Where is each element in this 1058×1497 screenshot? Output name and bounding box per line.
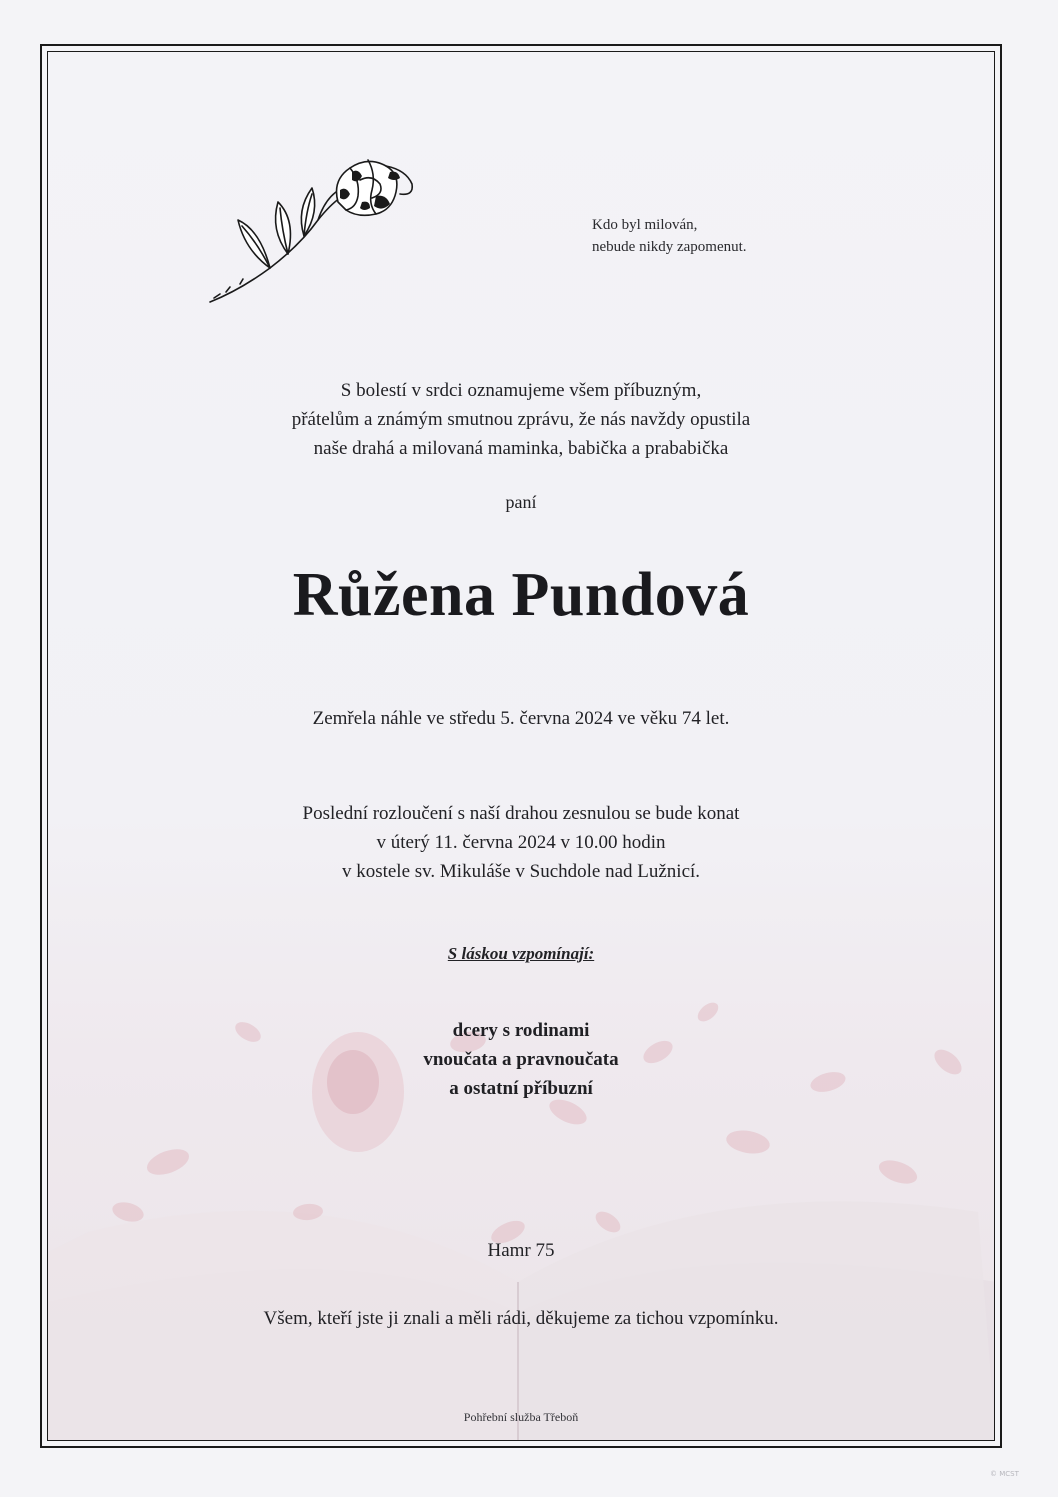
motto-line-2: nebude nikdy zapomenut. [592, 239, 747, 255]
funeral-service-name: Pohřební služba Třeboň [463, 1410, 579, 1424]
mourners-line-2: vnoučata a pravnoučata [423, 1049, 619, 1070]
funeral-line-3: v kostele sv. Mikuláše v Suchdole nad Lužnicí. [341, 861, 701, 882]
memorial-motto [592, 214, 747, 258]
deceased-name: Růžena Pundová [292, 561, 750, 629]
mourners-line-1: dcery s rodinami [452, 1020, 590, 1041]
funeral-line-1: Poslední rozloučení s naší drahou zesnulou se bude konat [302, 803, 740, 824]
inner-border [47, 51, 995, 1441]
mourners-line-3: a ostatní příbuzní [449, 1078, 593, 1099]
address: Hamr 75 [487, 1240, 555, 1261]
rose-icon [200, 150, 425, 310]
funeral-details [47, 799, 995, 886]
announcement-line-3: naše drahá a milovaná maminka, babička a prababička [313, 438, 729, 459]
mourners-heading: S láskou vzpomínají: [447, 944, 595, 963]
honorific: paní [505, 492, 537, 512]
watermark: © MCST [990, 1470, 1019, 1478]
mourners-list [47, 1016, 995, 1103]
announcement-line-1: S bolestí v srdci oznamujeme všem příbuzným, [340, 380, 702, 401]
motto-line-1: Kdo byl milován, [592, 217, 698, 233]
thanks-note: Všem, kteří jste ji znali a měli rádi, děkujeme za tichou vzpomínku. [263, 1308, 779, 1329]
announcement-line-2: přátelům a známým smutnou zprávu, že nás navždy opustila [291, 409, 751, 430]
rose-petals-book-background [48, 52, 995, 1441]
announcement [47, 376, 995, 463]
funeral-line-2: v úterý 11. června 2024 v 10.00 hodin [376, 832, 666, 853]
death-notice: Zemřela náhle ve středu 5. června 2024 ve věku 74 let. [312, 708, 730, 729]
